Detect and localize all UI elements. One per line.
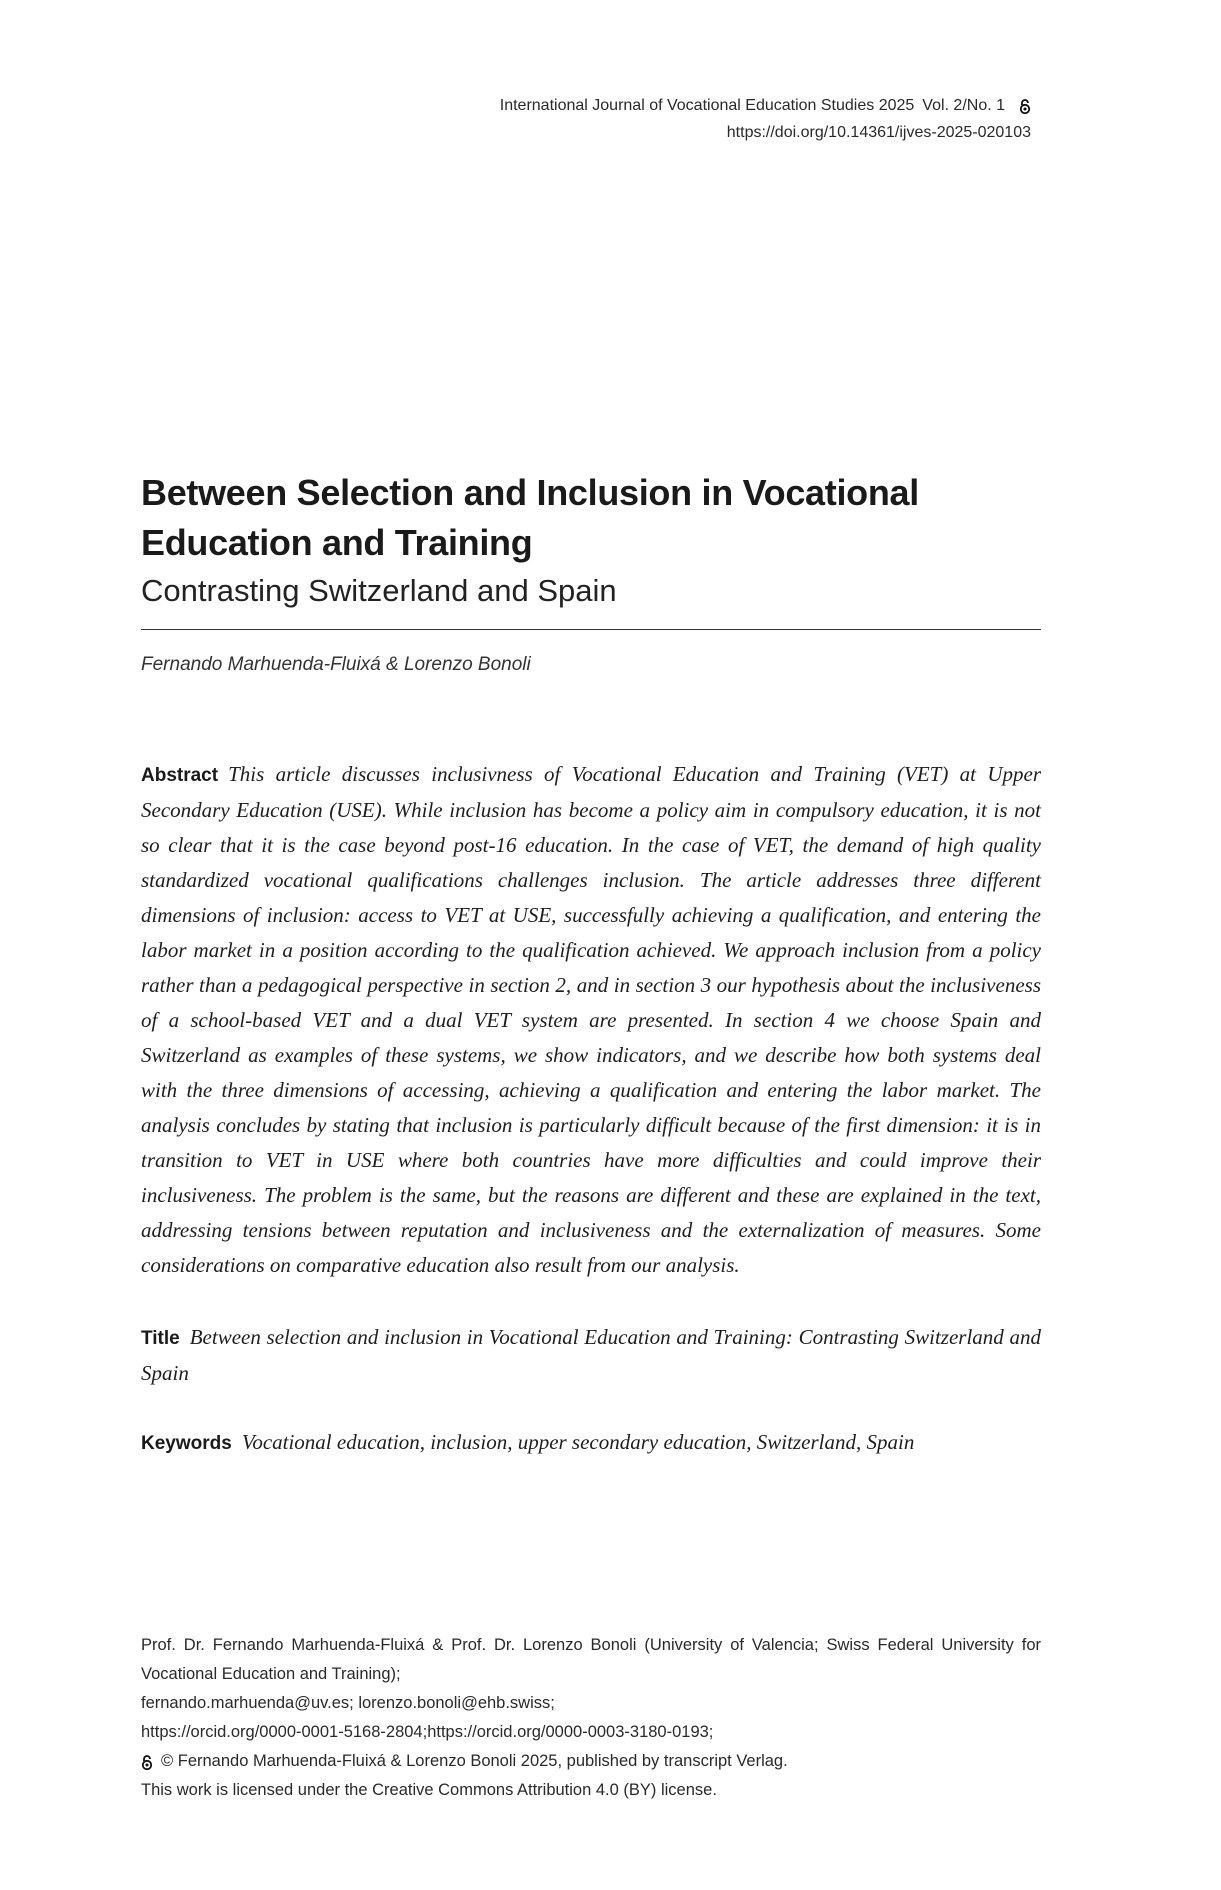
author-orcid[interactable]: https://orcid.org/0000-0001-5168-2804;https://orcid.org/0000-0003-3180-0193;	[141, 1723, 714, 1741]
author-affiliation: Prof. Dr. Fernando Marhuenda-Fluixá & Prof. Dr. Lorenzo Bonoli (University of Valencia; Swiss Federal University for Vocational Education and Training);	[141, 1636, 1041, 1683]
footer-notes	[141, 1631, 1041, 1805]
keywords-text: Vocational education, inclusion, upper secondary education, Switzerland, Spain	[241, 1430, 915, 1454]
title-label: Title	[141, 1328, 180, 1349]
license-text: This work is licensed under the Creative Commons Attribution 4.0 (BY) license.	[141, 1781, 717, 1799]
journal-header	[500, 92, 1031, 146]
abstract-text: This article discusses inclusivness of Vocational Education and Training (VET) at Upper Secondary Education (USE). While inclusion has become a policy aim in compulsory education, it is not so clear that it is the case beyond post-16 education. In the case of VET, the demand of high quality standardized vocational qualifications challenges inclusion. The article addresses three different dimensions of inclusion: access to VET at USE, successfully achieving a qualification, and entering the labor market in a position according to the qualification achieved. We approach inclusion from a policy rather than a pedagogical perspective in section 2, and in section 3 our hypothesis about the inclusiveness of a school-based VET and a dual VET system are presented. In section 4 we choose Spain and Switzerland as examples of these systems, we show indicators, and we describe how both systems deal with the three dimensions of accessing, achieving a qualification and entering the labor market. The analysis concludes by stating that inclusion is particularly difficult because of the first dimension: it is in transition to VET in USE where both countries have more difficulties and could improve their inclusiveness. The problem is the same, but the reasons are different and these are explained in the text, addressing tensions between reputation and inclusiveness and the externalization of measures. Some considerations on comparative education also result from our analysis.	[141, 762, 1041, 1277]
journal-volume: Vol. 2/No. 1	[922, 97, 1005, 114]
article-authors: Fernando Marhuenda-Fluixá & Lorenzo Bonoli	[141, 654, 531, 675]
article-title: Between Selection and Inclusion in Vocational Education and Training	[141, 472, 919, 563]
keywords	[141, 1425, 1041, 1461]
doi-link[interactable]: https://doi.org/10.14361/ijves-2025-020103	[726, 124, 1031, 141]
copyright-line	[141, 1747, 1041, 1776]
open-access-icon	[1019, 99, 1031, 113]
title-text: Between selection and inclusion in Vocational Education and Training: Contrasting Switzerland and Spain	[141, 1325, 1041, 1385]
journal-name: International Journal of Vocational Education Studies 2025	[499, 97, 915, 114]
title-block	[141, 468, 1041, 612]
keywords-label: Keywords	[141, 1433, 232, 1454]
copyright-text: © Fernando Marhuenda-Fluixá & Lorenzo Bonoli 2025, published by transcript Verlag.	[161, 1752, 788, 1770]
abstract	[141, 757, 1041, 1283]
journal-line	[500, 92, 1031, 119]
abstract-label: Abstract	[141, 765, 219, 786]
title-divider	[141, 629, 1041, 630]
open-access-icon	[141, 1755, 153, 1769]
title-metadata	[141, 1320, 1041, 1391]
author-emails[interactable]: fernando.marhuenda@uv.es; lorenzo.bonoli@ehb.swiss;	[141, 1694, 555, 1712]
article-subtitle: Contrasting Switzerland and Spain	[141, 573, 617, 608]
